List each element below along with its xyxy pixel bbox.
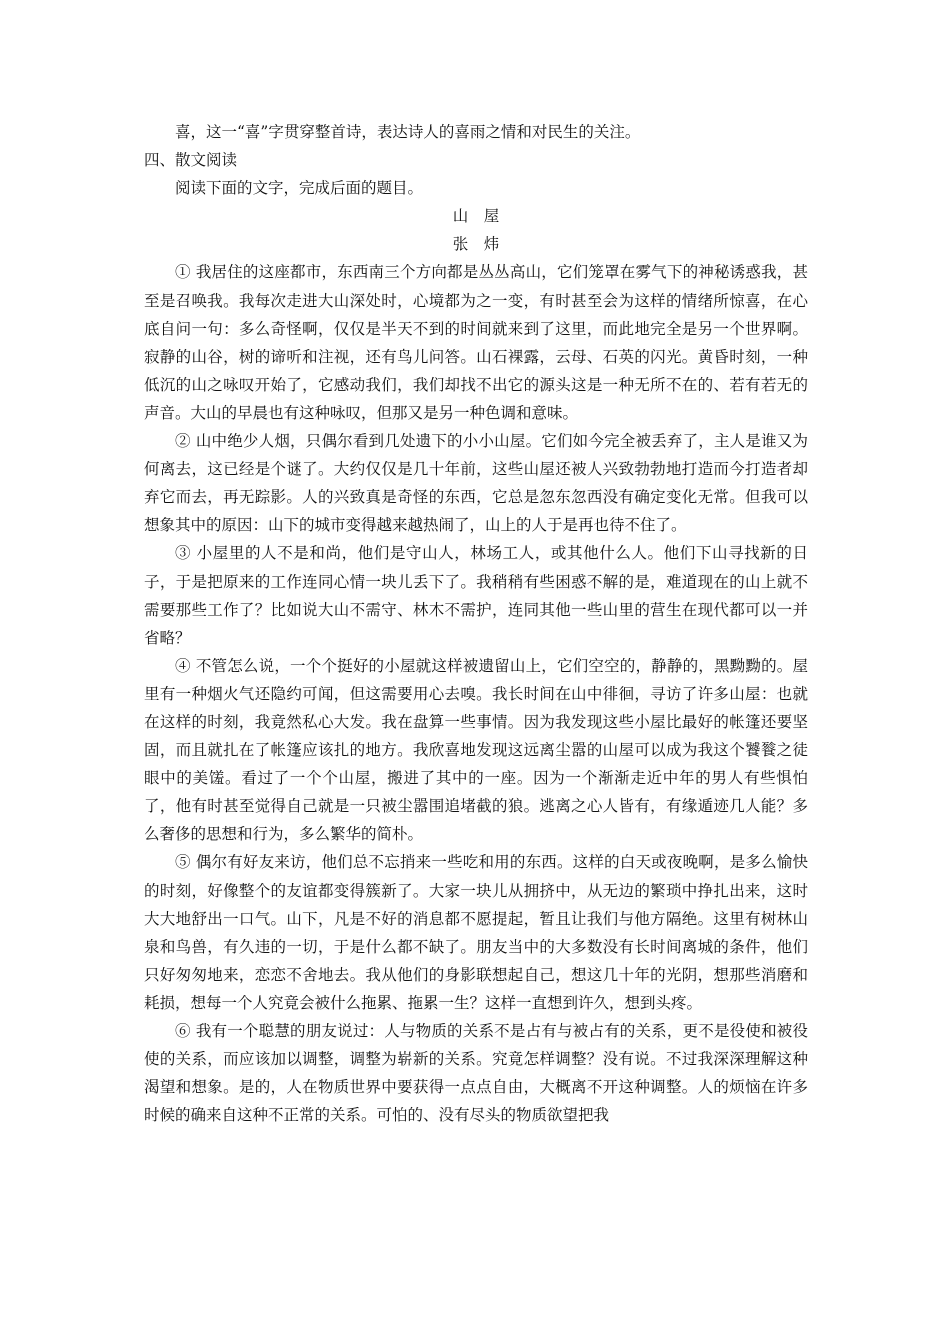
intro-line: 喜，这一“喜”字贯穿整首诗，表达诗人的喜雨之情和对民生的关注。 [175, 123, 641, 141]
essay-author: 张 炜 [452, 235, 500, 254]
essay-paragraph-5: ⑤ 偶尔有好友来访，他们总不忘捎来一些吃和用的东西。这样的白天或夜晚啊，是多么愉快的时刻，好像整个的友谊都变得簇新了。大家一块儿从拥挤中，从无边的繁琐中挣扎出来，这时大大地舒出一口气。山下，凡是不好的消息都不愿提起，暂且让我们与他方隔绝。这里有树林山泉和鸟兽，有久违的一切，于是什么都不缺了。朋友当中的大多数没有长时间离城的条件，他们只好匆匆地来，恋恋不舍地去。我从他们的身影联想起自己，想这几十年的光阴，想那些消磨和耗损，想每一个人究竟会被什么拖累、拖累一生？这样一直想到许久，想到头疼。 [144, 853, 808, 1012]
essay-paragraph-4: ④ 不管怎么说，一个个挺好的小屋就这样被遗留山上，它们空空的，静静的，黑黝黝的。屋里有一种烟火气还隐约可闻，但这需要用心去嗅。我长时间在山中徘徊，寻访了许多山屋：也就在这样的时刻，我竟然私心大发。我在盘算一些事情。因为我发现这些小屋比最好的帐篷还要坚固，而且就扎在了帐篷应该扎的地方。我欣喜地发现这远离尘嚣的山屋可以成为我这个饕餮之徒眼中的美馐。看过了一个个山屋，搬进了其中的一座。因为一个渐渐走近中年的男人有些惧怕了，他有时甚至觉得自己就是一只被尘嚣围追堵截的狼。逃离之心人皆有，有缘遁迹几人能？多么奢侈的思想和行为，多么繁华的简朴。 [144, 656, 808, 844]
essay-paragraph-1: ① 我居住的这座都市，东西南三个方向都是丛丛高山，它们笼罩在雾气下的神秘诱惑我，甚至是召唤我。我每次走进大山深处时，心境都为之一变，有时甚至会为这样的情绪所惊喜，在心底自问一句：多么奇怪啊，仅仅是半天不到的时间就来到了这里，而此地完全是另一个世界啊。寂静的山谷，树的谛听和注视，还有鸟儿问答。山石裸露，云母、石英的闪光。黄昏时刻，一种低沉的山之咏叹开始了，它感动我们，我们却找不出它的源头这是一种无所不在的、若有若无的声音。大山的早晨也有这种咏叹，但那又是另一种色调和意味。 [144, 263, 808, 422]
document-page [144, 118, 808, 1129]
reading-instruction: 阅读下面的文字，完成后面的题目。 [175, 179, 424, 198]
essay-paragraph-3: ③ 小屋里的人不是和尚，他们是守山人，林场工人，或其他什么人。他们下山寻找新的日子，于是把原来的工作连同心情一块儿丢下了。我稍稍有些困惑不解的是，难道现在的山上就不需要那些工作了？比如说大山不需守、林木不需护，连同其他一些山里的营生在现代都可以一并省略？ [144, 544, 808, 647]
essay-body [144, 258, 808, 1129]
section-heading: 四、散文阅读 [144, 151, 238, 170]
essay-paragraph-2: ② 山中绝少人烟，只偶尔看到几处遗下的小小山屋。它们如今完全被丢弃了，主人是谁又为何离去，这已经是个谜了。大约仅仅是几十年前，这些山屋还被人兴致勃勃地打造而今打造者却弃它而去，再无踪影。人的兴致真是奇怪的东西，它总是忽东忽西没有确定变化无常。但我可以想象其中的原因：山下的城市变得越来越热闹了，山上的人于是再也待不住了。 [144, 432, 808, 535]
essay-title: 山 屋 [452, 207, 500, 226]
essay-paragraph-6: ⑥ 我有一个聪慧的朋友说过：人与物质的关系不是占有与被占有的关系，更不是役使和被役使的关系，而应该加以调整，调整为崭新的关系。究竟怎样调整？没有说。不过我深深理解这种渴望和想象。是的，人在物质世界中要获得一点点自由，大概离不开这种调整。人的烦恼在许多时候的确来自这种不正常的关系。可怕的、没有尽头的物质欲望把我 [144, 1022, 808, 1125]
